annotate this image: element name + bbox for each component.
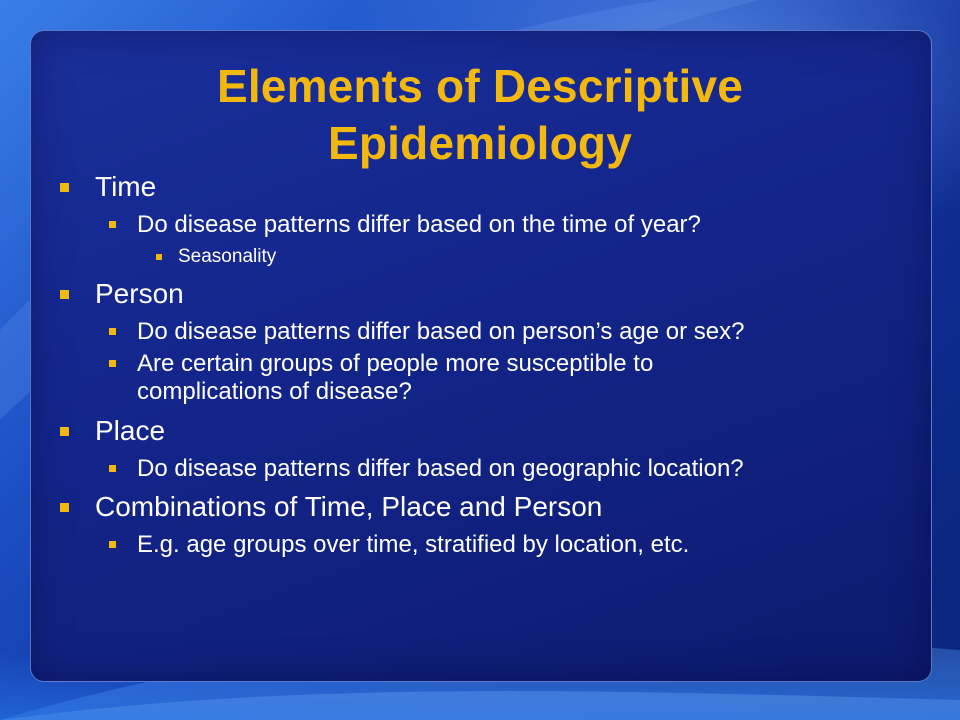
- bullet-time-seasonality: [178, 246, 276, 268]
- bullet-time-label: Time: [95, 171, 157, 202]
- bullet-square-icon: [109, 465, 116, 472]
- bullet-square-icon: [60, 503, 69, 512]
- bullet-square-icon: [156, 254, 162, 260]
- bullet-person-sub2-line1: Are certain groups of people more susceptible to: [137, 350, 654, 377]
- bullet-combinations-sub1-text: E.g. age groups over time, stratified by location, etc.: [137, 531, 690, 558]
- bullet-person-sub1: [137, 318, 745, 346]
- bullet-combinations: [95, 492, 602, 522]
- bullet-square-icon: [109, 328, 116, 335]
- bullet-person-sub2-continued: [137, 378, 412, 406]
- title-line-2: Epidemiology: [328, 117, 632, 169]
- bullet-time: [95, 172, 156, 202]
- bullet-time-sub1-text: Do disease patterns differ based on the time of year?: [137, 211, 701, 238]
- bullet-person-sub1-text: Do disease patterns differ based on person’s age or sex?: [137, 318, 745, 345]
- bullet-time-sub1: [137, 211, 701, 239]
- bullet-person: [95, 279, 184, 309]
- bullet-place-sub1: [137, 455, 744, 483]
- bullet-square-icon: [60, 290, 69, 299]
- bullet-square-icon: [60, 427, 69, 436]
- bullet-person-sub2: [137, 350, 653, 378]
- bullet-square-icon: [109, 221, 116, 228]
- bullet-place-label: Place: [95, 415, 166, 446]
- bullet-place-sub1-text: Do disease patterns differ based on geographic location?: [137, 455, 744, 482]
- bullet-square-icon: [109, 541, 116, 548]
- bullet-person-sub2-line2: complications of disease?: [137, 378, 412, 405]
- bullet-square-icon: [60, 183, 69, 192]
- bullet-combinations-label: Combinations of Time, Place and Person: [95, 491, 603, 522]
- title-line-1: Elements of Descriptive: [216, 60, 744, 112]
- bullet-person-label: Person: [95, 278, 184, 309]
- bullet-square-icon: [109, 360, 116, 367]
- bullet-place: [95, 416, 165, 446]
- bullet-combinations-sub1: [137, 531, 689, 559]
- bullet-time-seasonality-text: Seasonality: [178, 246, 277, 267]
